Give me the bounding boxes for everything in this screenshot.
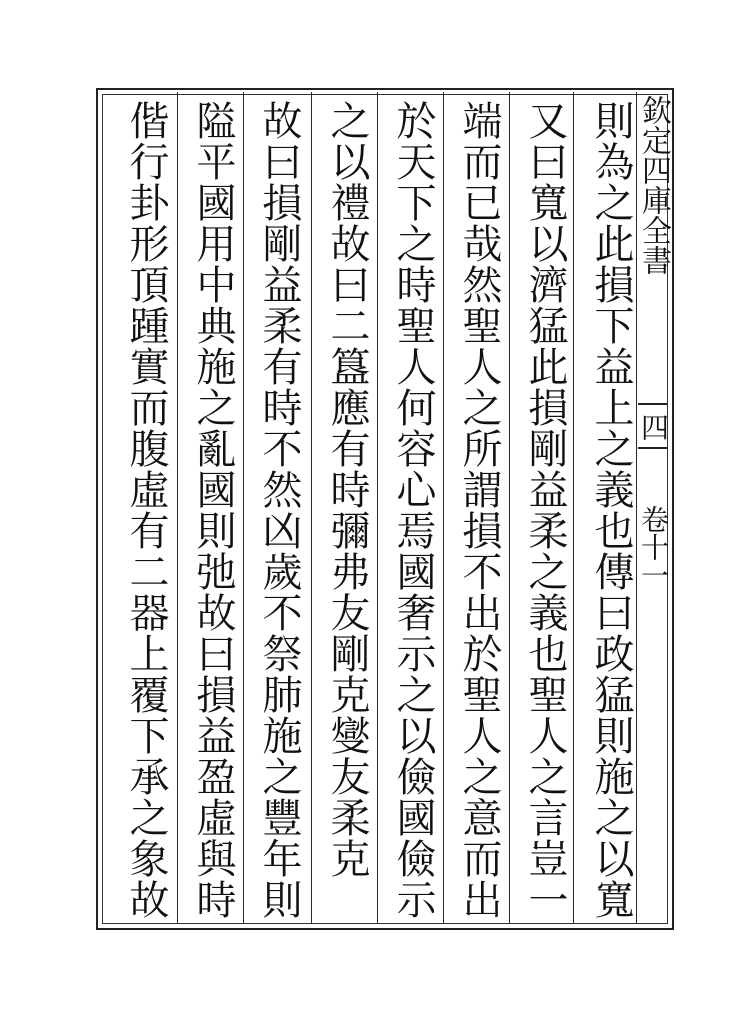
column-divider [573, 92, 574, 924]
column-divider [177, 92, 178, 924]
text-column-1: 則為之此損下益上之義也傳曰政猛則施之以寬 [588, 100, 634, 920]
column-divider [311, 92, 312, 924]
column-divider [243, 92, 244, 924]
margin-title: 欽定四庫全書 [636, 95, 671, 275]
margin-juan: 卷十一 [637, 505, 670, 589]
text-column-3: 端而已哉然聖人之所謂損不出於聖人之意而出 [456, 100, 502, 920]
column-divider [443, 92, 444, 924]
text-column-4: 於天下之時聖人何容心焉國奢示之以儉國儉示 [390, 100, 436, 920]
text-column-6: 故曰損剛益柔有時不然凶歲不祭肺施之豐年則 [256, 100, 302, 920]
margin-separator [638, 403, 668, 405]
text-column-8: 偕行卦形頂踵實而腹虛有二器上覆下承之象故 [123, 100, 169, 920]
column-divider [377, 92, 378, 924]
inner-border [102, 94, 671, 924]
margin-fish-tail: 四 [637, 413, 670, 441]
text-column-2: 又曰寬以濟猛此損剛益柔之義也聖人之言豈一 [522, 100, 568, 920]
margin-separator [638, 447, 668, 449]
column-divider [509, 92, 510, 924]
margin-column [636, 95, 671, 925]
column-divider [636, 92, 637, 924]
text-column-5: 之以禮故曰二簋應有時彌弗友剛克燮友柔克 [324, 100, 370, 879]
text-column-7: 隘平國用中典施之亂國則弛故曰損益盈虛與時 [190, 100, 236, 920]
